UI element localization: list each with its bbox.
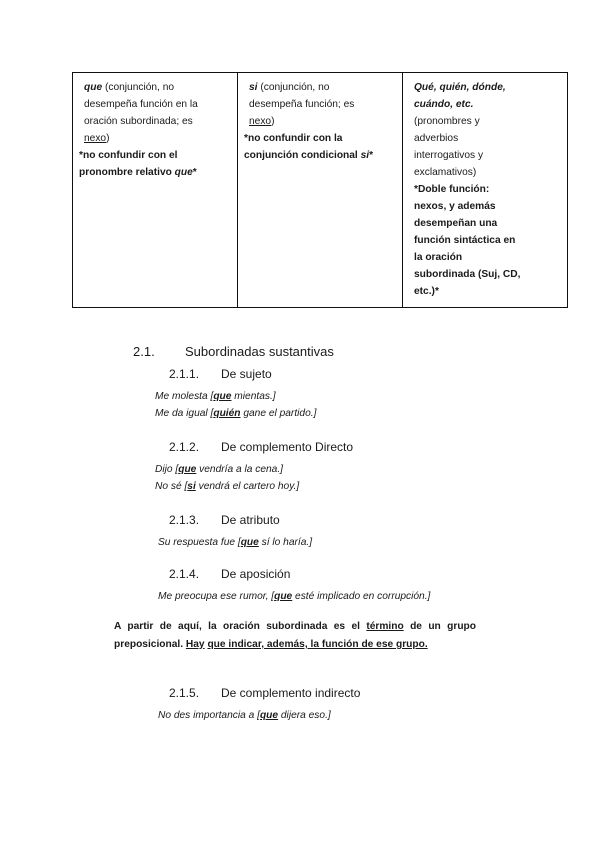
subsection-heading bbox=[169, 440, 353, 454]
subsection-number: 2.1.1. bbox=[169, 367, 200, 381]
cell-note: *Doble función: bbox=[414, 184, 490, 195]
subsection-title: De sujeto bbox=[221, 367, 272, 381]
example-sentence bbox=[155, 481, 299, 492]
cell-note: la oración bbox=[414, 252, 463, 263]
cell-line: cuándo, etc. bbox=[414, 99, 474, 110]
example-text: Me molesta [ bbox=[155, 391, 214, 402]
example-nexus: que bbox=[259, 710, 279, 721]
cell-line: desempeña función; es bbox=[249, 99, 355, 110]
example-sentence bbox=[158, 537, 312, 548]
example-text: mientas.] bbox=[231, 391, 276, 402]
example-nexus: quién bbox=[213, 408, 241, 419]
cell-note: nexos, y además bbox=[414, 201, 496, 212]
explanatory-paragraph bbox=[114, 618, 476, 654]
table-row bbox=[73, 73, 568, 308]
nexus-word: si bbox=[249, 82, 258, 93]
subsection-title: De aposición bbox=[221, 567, 291, 581]
example-sentence bbox=[155, 391, 276, 402]
cell-note: función sintáctica en bbox=[414, 235, 516, 246]
cell-line: adverbios bbox=[414, 133, 459, 144]
example-text: No sé [ bbox=[155, 481, 188, 492]
subsection-heading bbox=[169, 367, 272, 381]
table-cell-interrogativos bbox=[403, 73, 568, 308]
cell-line: interrogativos y bbox=[414, 150, 484, 161]
example-text: No des importancia a [ bbox=[158, 710, 260, 721]
example-text: vendría a la cena.] bbox=[196, 464, 283, 475]
example-text: sí lo haría.] bbox=[258, 537, 313, 548]
table-cell-que bbox=[73, 73, 238, 308]
example-text: Su respuesta fue [ bbox=[158, 537, 241, 548]
cell-text: ) bbox=[106, 133, 110, 144]
paragraph-emphasis: que indicar, además, la función de ese grupo. bbox=[207, 639, 428, 650]
example-nexus: que bbox=[274, 591, 293, 602]
cell-line: (pronombres y bbox=[414, 116, 480, 127]
section-heading bbox=[133, 344, 334, 359]
example-sentence bbox=[155, 464, 283, 475]
nexus-word: que bbox=[84, 82, 103, 93]
paragraph-text: preposicional. bbox=[114, 639, 186, 650]
nexus-table bbox=[72, 72, 568, 308]
example-text: vendrá el cartero hoy.] bbox=[195, 481, 300, 492]
paragraph-term: término bbox=[366, 621, 404, 632]
example-sentence bbox=[158, 710, 331, 721]
cell-line bbox=[79, 79, 231, 96]
cell-note: *no confundir con la bbox=[244, 133, 343, 144]
subsection-number: 2.1.3. bbox=[169, 513, 200, 527]
subsection-heading bbox=[169, 567, 290, 581]
note-word: si bbox=[360, 150, 370, 161]
subsection-title: De atributo bbox=[221, 513, 280, 527]
example-text: gane el partido.] bbox=[240, 408, 317, 419]
section-title: Subordinadas sustantivas bbox=[185, 344, 334, 359]
example-nexus: que bbox=[213, 391, 232, 402]
table-cell-si bbox=[238, 73, 403, 308]
cell-line bbox=[244, 79, 396, 96]
subsection-number: 2.1.4. bbox=[169, 567, 200, 581]
example-sentence bbox=[158, 591, 430, 602]
subsection-title: De complemento Directo bbox=[221, 440, 354, 454]
cell-line: Qué, quién, dónde, bbox=[414, 82, 506, 93]
example-sentence bbox=[155, 408, 316, 419]
cell-line: exclamativos) bbox=[414, 167, 477, 178]
paragraph-line bbox=[114, 618, 476, 636]
cell-note: subordinada (Suj, CD, bbox=[414, 269, 521, 280]
example-text: Dijo [ bbox=[155, 464, 179, 475]
note-text: pronombre relativo bbox=[79, 167, 175, 178]
note-text: * bbox=[192, 167, 197, 178]
example-text: esté implicado en corrupción.] bbox=[292, 591, 431, 602]
nexo-word: nexo bbox=[249, 116, 272, 127]
cell-note bbox=[244, 147, 396, 164]
cell-text: (conjunción, no bbox=[102, 82, 175, 93]
paragraph-emphasis: Hay bbox=[185, 639, 205, 650]
subsection-title: De complemento indirecto bbox=[221, 686, 361, 700]
subsection-number: 2.1.2. bbox=[169, 440, 200, 454]
paragraph-text: de un grupo bbox=[403, 621, 477, 632]
cell-note bbox=[79, 164, 231, 181]
section-number: 2.1. bbox=[133, 344, 155, 359]
cell-line bbox=[79, 130, 231, 147]
cell-note: *no confundir con el bbox=[79, 150, 178, 161]
note-word: que bbox=[174, 167, 193, 178]
note-text: conjunción condicional bbox=[244, 150, 361, 161]
subsection-heading bbox=[169, 686, 360, 700]
cell-text: (conjunción, no bbox=[257, 82, 330, 93]
paragraph-text: A partir de aquí, la oración subordinada es el bbox=[114, 621, 367, 632]
cell-note: desempeñan una bbox=[414, 218, 498, 229]
cell-line: oración subordinada; es bbox=[84, 116, 193, 127]
nexo-word: nexo bbox=[84, 133, 107, 144]
example-nexus: si bbox=[187, 481, 196, 492]
subsection-heading bbox=[169, 513, 280, 527]
cell-line: desempeña función en la bbox=[84, 99, 198, 110]
example-text: Me preocupa ese rumor, [ bbox=[158, 591, 275, 602]
example-nexus: que bbox=[240, 537, 259, 548]
cell-text: ) bbox=[271, 116, 275, 127]
example-text: dijera eso.] bbox=[278, 710, 331, 721]
note-text: * bbox=[369, 150, 374, 161]
example-text: Me da igual [ bbox=[155, 408, 214, 419]
example-nexus: que bbox=[178, 464, 197, 475]
subsection-number: 2.1.5. bbox=[169, 686, 200, 700]
cell-note: etc.)* bbox=[414, 286, 439, 297]
cell-line bbox=[244, 113, 396, 130]
